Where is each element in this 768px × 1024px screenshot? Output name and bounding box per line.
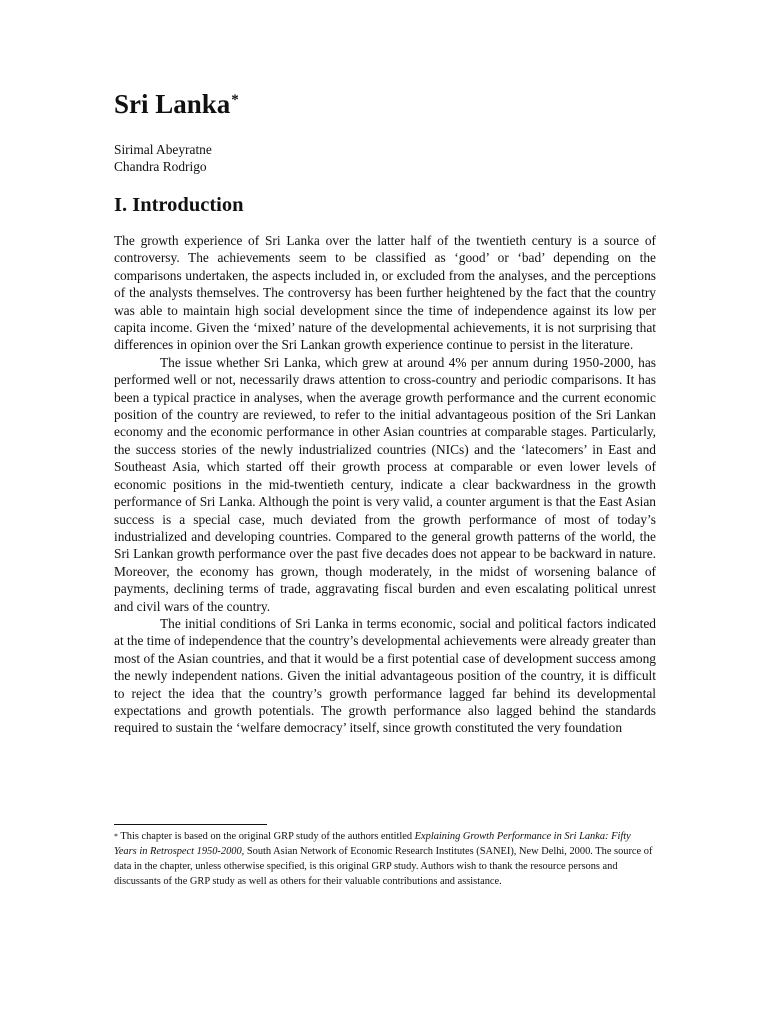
page-title [114,88,656,120]
page-content [114,88,656,737]
author-name: Chandra Rodrigo [114,159,207,174]
footnote-cited-title: Explaining Growth Performance in Sri Lanka: Fifty Years in Retrospect 1950-2000 [114,831,631,857]
title-footnote-marker: * [231,92,239,108]
footnote-marker: * [114,832,118,841]
footnote [114,829,656,889]
footnote-text: This chapter is based on the original GRP study of the authors entitled [118,831,415,842]
author-list [114,141,656,175]
title-text: Sri Lanka [114,89,231,119]
paragraph: The issue whether Sri Lanka, which grew at around 4% per annum during 1950-2000, has performed well or not, necessarily draws attention to cross-country and periodic comparisons. It has been a typical practice in analyses, when the average growth performance and the current economic position of the country are reviewed, to refer to the initial advantageous position of the Sri Lankan economy and the economic performance in other Asian countries at comparable stages. Particularly, the success stories of the newly industrialized countries (NICs) and the ‘latecomers’ in East and Southeast Asia, which started off their growth process at comparable or even lower levels of economic positions in the mid-twentieth century, indicate a clear backwardness in the growth performance of Sri Lanka. Although the point is very valid, a counter argument is that the East Asian success is a special case, much deviated from the growth performance of most of today’s industrialized and developing countries. Compared to the general growth patterns of the world, the Sri Lankan growth performance over the past five decades does not appear to be backward in nature. Moreover, the economy has grown, though moderately, in the midst of worsening balance of payments, declining terms of trade, aggravating fiscal burden and even escalating political unrest and civil wars of the country. [114,354,656,614]
section-heading: I. Introduction [114,194,244,216]
body-text [114,232,656,737]
author-name: Sirimal Abeyratne [114,142,212,157]
paragraph: The initial conditions of Sri Lanka in terms economic, social and political factors indicated at the time of independence that the country’s developmental achievements were already greater than most of the Asian countries, and that it would be a first potential case of development success among the newly independent nations. Given the initial advantageous position of the country, it is difficult to reject the idea that the country’s growth performance lagged far behind its developmental expectations and growth potentials. The growth performance also lagged behind the standards required to sustain the ‘welfare democracy’ itself, since growth constituted the very foundation [114,615,656,736]
footnote-text: , South Asian Network of Economic Research Institutes (SANEI), New Delhi, 2000. The source of data in the chapter, unless otherwise specified, is this original GRP study. Authors wish to thank the resource persons and discussants of the GRP study as well as others for their valuable contributions and assistance. [114,846,653,887]
footnote-divider [114,824,267,825]
paragraph: The growth experience of Sri Lanka over the latter half of the twentieth century is a source of controversy. The achievements seem to be classified as ‘good’ or ‘bad’ depending on the comparisons undertaken, the aspects included in, or excluded from the analyses, and the perceptions of the analysts themselves. The controversy has been further heightened by the fact that the country was able to maintain high social development since the time of independence against its low per capita income. Given the ‘mixed’ nature of the developmental achievements, it is not surprising that differences in opinion over the Sri Lankan growth experience continue to persist in the literature. [114,233,656,353]
